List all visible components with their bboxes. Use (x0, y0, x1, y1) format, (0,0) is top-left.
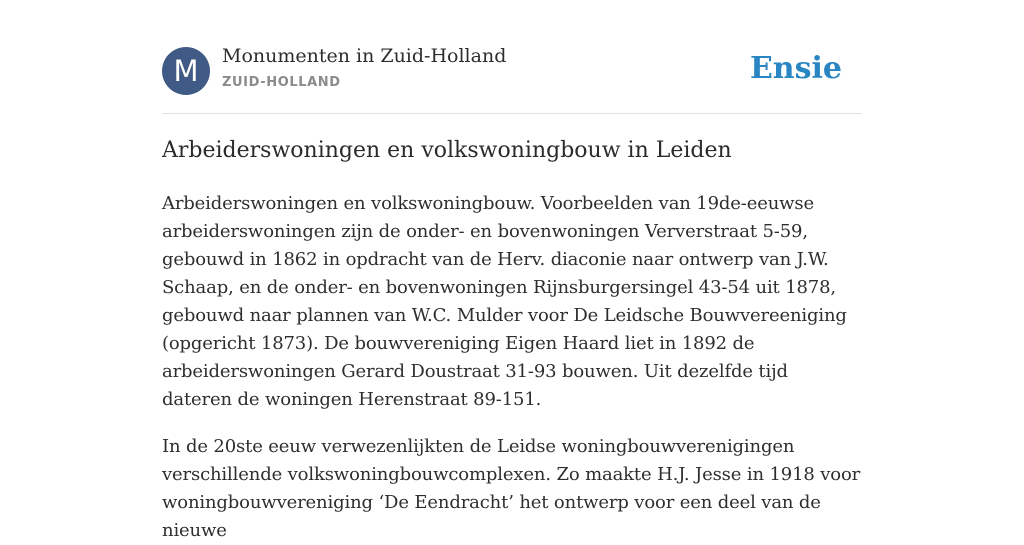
article-paragraph: In de 20ste eeuw verwezenlijkten de Leidse woningbouwverenigingen verschillende volkswoningbouwcomplexen. Zo maakte H.J. Jesse in 1918 voor woningbouwvereniging ‘De Eendracht’ het ontwerp voor een deel van de nieuwe (162, 436, 861, 541)
article-paragraph: Arbeiderswoningen en volkswoningbouw. Voorbeelden van 19de-eeuwse arbeiderswoningen zijn de onder- en bovenwoningen Ververstraat 5-59, gebouwd in 1862 in opdracht van de Herv. diaconie naar ontwerp van J.W. Schaap, en de onder- en bovenwoningen Rijnsburgersingel 43-54 uit 1878, gebouwd naar plannen van W.C. Mulder voor De Leidsche Bouwvereeniging (opgericht 1873). De bouwvereniging Eigen Haard liet in 1892 de arbeiderswoningen Gerard Doustraat 31-93 bouwen. Uit dezelfde tijd dateren de woningen Herenstraat 89-151. (162, 193, 847, 410)
brand-logo[interactable]: Ensie (749, 51, 842, 86)
source-header (162, 0, 862, 114)
source-title-link[interactable]: Monumenten in Zuid-Holland (222, 45, 507, 67)
article-title: Arbeiderswoningen en volkswoningbouw in Leiden (162, 138, 732, 163)
source-subtitle: ZUID-HOLLAND (222, 75, 341, 90)
page (162, 0, 862, 541)
avatar[interactable]: M (162, 47, 210, 95)
